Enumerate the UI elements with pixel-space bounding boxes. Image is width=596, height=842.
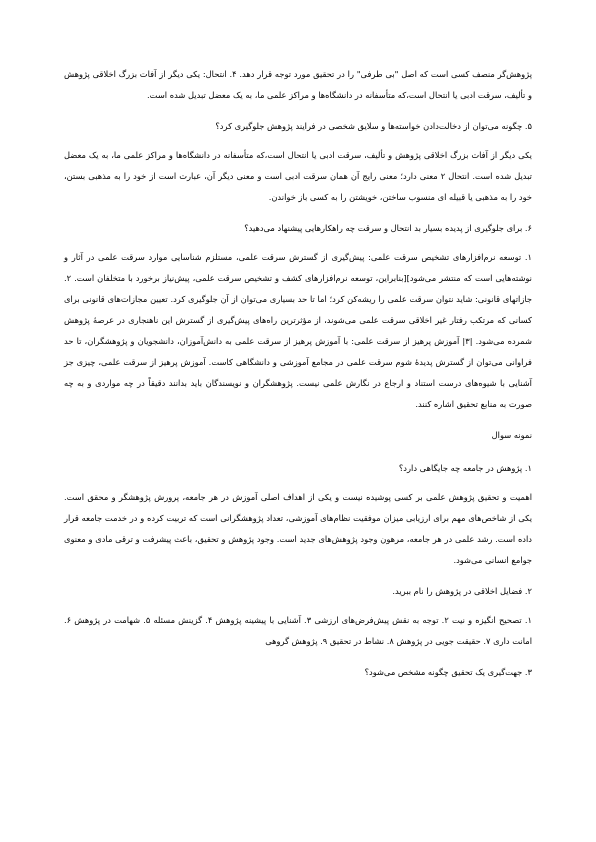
question-5: ۵. چگونه می‌توان از دخالت‌دادن خواسته‌ها و سلایق شخصی در فرایند پژوهش جلوگیری کرد؟ (215, 121, 532, 131)
paragraph-intro: پژوهش‌گر منصف کسی است که اصل "بی طرفی" را در تحقیق مورد توجه قرار دهد. ۴. انتحال: یکی دیگر از آفات بزرگ اخلاقی پژوهش و تألیف، سرقت ادبی یا انتحال است،که متأسفانه در دانشگاه‌ها و مراکز علمی ما، به یک معضل تبدیل شده است. (64, 69, 533, 100)
question-6: ۶. برای جلوگیری از پدیده بسیار بد انتحال و سرقت چه راهکارهایی پیشنهاد می‌دهید؟ (244, 223, 532, 233)
sample-question-1: ۱. پژوهش در جامعه چه جایگاهی دارد؟ (398, 463, 532, 473)
document-page (64, 64, 532, 691)
sample-answer-2: ۱. تصحیح انگیزه و نیت ۲. توجه به نقش پیش‌فرض‌های ارزشی ۳. آشنایی با پیشینه پژوهش ۴. گزینش مسئله ۵. شهامت در پژوهش ۶. امانت داری ۷. حقیقت جویی در پژوهش ۸. نشاط در تحقیق ۹. پژوهش گروهی (64, 615, 533, 646)
answer-6: ۱. توسعه نرم‌افزارهای تشخیص سرقت علمی: پیش‌گیری از گسترش سرقت علمی، مستلزم شناسایی موارد سرقت علمی در آثار و نوشته‌هایی است که منتشر می‌شود][بنابراین، توسعه نرم‌افزارهای کشف و تشخیص سرقت علمی، پیش‌نیاز برخورد با متخلفان است. ۲. جازاتهای قانونی: شاید نتوان سرقت علمی را ریشه‌کن کرد؛ اما تا حد بسیاری می‌توان از آن جلوگیری کرد. تعیین مجازات‌های قانونی برای کسانی که مرتکب رفتار غیر اخلاقی سرقت علمی می‌شوند، از مؤثرترین راه‌های پیش‌گیری از گسترش این ناهنجاری در عرصهٔ پژوهش شمرده می‌شود. |۳| آموزش پرهیز از سرقت علمی: با آموزش پرهیز از سرقت علمی به دانش‌آموزان، دانشجویان و پژوهشگران، تا حد فراوانی می‌توان از گسترش پدیدهٔ شوم سرقت علمی در مجامع آموزشی و دانشگاهی کاست. آموزش پرهیز از سرقت علمی، چیزی جز آشنایی با شیوه‌های درست استناد و ارجاع در نگارش علمی نیست. پژوهشگران و نویسندگان باید بدانند دقیقاً در چه مواردی و به چه صورت به منابع تحقیق اشاره کنند. (64, 252, 532, 409)
sample-question-2: ۲. فضایل اخلاقی در پژوهش را نام ببرید. (392, 586, 532, 596)
section-heading-sample-questions: نمونه سوال (491, 430, 532, 440)
answer-5: یکی دیگر از آفات بزرگ اخلاقی پژوهش و تألیف، سرقت ادبی یا انتحال است،که متأسفانه در دانشگاه‌ها و مراکز علمی ما، به یک معضل تبدیل شده است. انتحال ۲ معنی دارد؛ معنی رایج آن همان سرقت ادبی است و معنی دیگر آن، عبارت است از خود را به مذهبی بستن، خود را به مذهبی یا قبیله ای منسوب ساختن، خویشتن را به کسی باز خواندن. (64, 150, 532, 202)
sample-answer-1: اهمیت و تحقیق پژوهش علمی بر کسی پوشیده نیست و یکی از اهداف اصلی آموزش در هر جامعه، پرورش پژوهشگر و محقق است. یکی از شاخص‌های مهم برای ارزیابی میزان موفقیت نظام‌های آموزشی، تعداد پژوهشگرانی است که تربیت کرده و در خدمت جامعه قرار داده است. رشد علمی در هر جامعه، مرهون وجود پژوهش‌های جدید است. وجود پژوهش و تحقیق، باعث پیشرفت و ترقی مادی و معنوی جوامع انسانی می‌شود. (64, 492, 532, 565)
sample-question-3: ۳. جهت‌گیری یک تحقیق چگونه مشخص می‌شود؟ (364, 667, 532, 677)
